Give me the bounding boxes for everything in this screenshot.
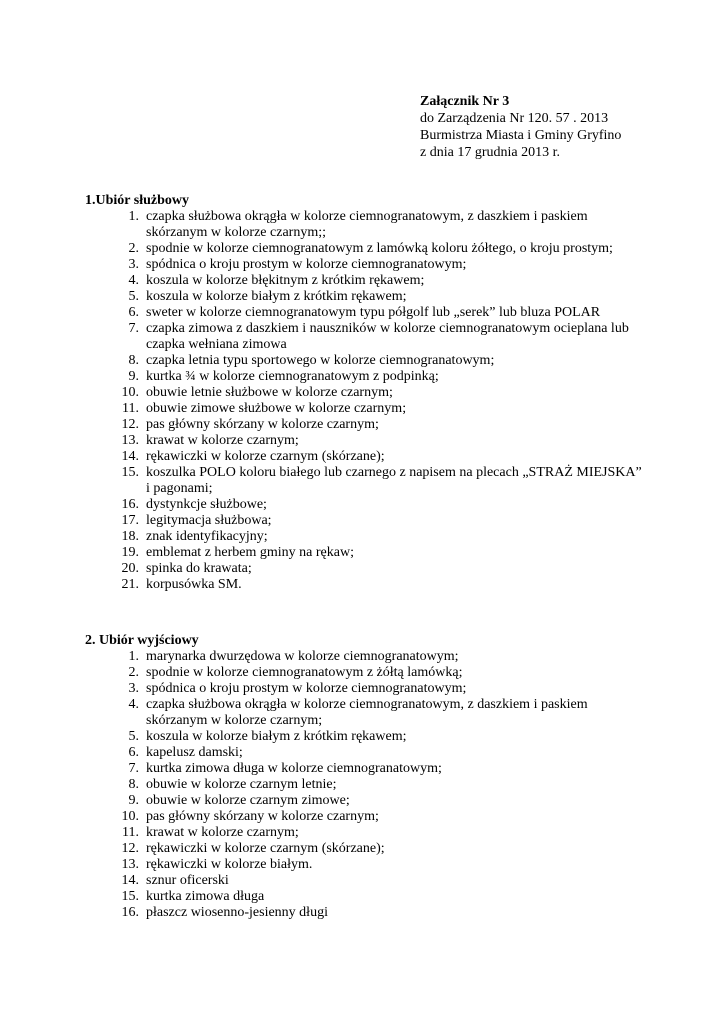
list-item-number: 20. (121, 561, 139, 576)
list-item (85, 545, 645, 561)
list-item (85, 857, 645, 873)
list-item-number: 8. (128, 353, 139, 368)
list-item (85, 465, 645, 497)
list-item-number: 5. (128, 289, 139, 304)
list-item-number: 1. (128, 209, 139, 224)
list-item-text: obuwie zimowe służbowe w kolorze czarnym; (146, 401, 407, 416)
list-item-text: spodnie w kolorze ciemnogranatowym z żółtą lamówką; (146, 665, 463, 680)
list-item (85, 529, 645, 545)
list-item-text: spódnica o kroju prostym w kolorze ciemnogranatowym; (146, 681, 467, 696)
list-item (85, 665, 645, 681)
list-item (85, 321, 645, 353)
list-item (85, 561, 645, 577)
list-item (85, 305, 645, 321)
list-item-number: 14. (121, 449, 139, 464)
list-item-number: 9. (128, 369, 139, 384)
list-item-text: obuwie letnie służbowe w kolorze czarnym; (146, 385, 393, 400)
item-list (85, 209, 645, 593)
list-item-number: 10. (121, 809, 139, 824)
list-item-number: 11. (122, 825, 139, 840)
item-list (85, 649, 645, 921)
list-item (85, 385, 645, 401)
list-item (85, 497, 645, 513)
list-item (85, 241, 645, 257)
list-item-text: legitymacja służbowa; (146, 513, 272, 528)
list-item (85, 841, 645, 857)
list-item-text: koszula w kolorze białym z krótkim rękawem; (146, 729, 407, 744)
list-item-text: krawat w kolorze czarnym; (146, 825, 299, 840)
list-item-text: kapelusz damski; (146, 745, 243, 760)
section-heading: 2. Ubiór wyjściowy (85, 633, 199, 648)
list-item (85, 809, 645, 825)
list-item (85, 681, 645, 697)
list-item-text: sweter w kolorze ciemnogranatowym typu półgolf lub „serek” lub bluza POLAR (146, 305, 601, 320)
list-item-number: 13. (121, 433, 139, 448)
list-item-number: 10. (121, 385, 139, 400)
list-item-text: krawat w kolorze czarnym; (146, 433, 299, 448)
list-item-number: 13. (121, 857, 139, 872)
list-item (85, 417, 645, 433)
list-item-number: 4. (128, 273, 139, 288)
list-item (85, 273, 645, 289)
attachment-authority-line: Burmistrza Miasta i Gminy Gryfino (420, 128, 622, 143)
list-item-number: 18. (121, 529, 139, 544)
list-item-text: pas główny skórzany w kolorze czarnym; (146, 809, 379, 824)
list-item (85, 577, 645, 593)
list-item-number: 2. (128, 665, 139, 680)
list-item (85, 793, 645, 809)
list-item-text: czapka służbowa okrągła w kolorze ciemnogranatowym, z daszkiem i paskiem skórzanym w kolorze czarnym; (146, 697, 588, 728)
list-item-number: 17. (121, 513, 139, 528)
list-item-number: 15. (121, 889, 139, 904)
list-item-text: spodnie w kolorze ciemnogranatowym z lamówką koloru żółtego, o kroju prostym; (146, 241, 613, 256)
list-item-text: korpusówka SM. (146, 577, 242, 592)
list-item-number: 6. (128, 305, 139, 320)
list-item (85, 209, 645, 241)
list-item (85, 289, 645, 305)
attachment-date-line: z dnia 17 grudnia 2013 r. (420, 145, 560, 160)
list-item (85, 257, 645, 273)
list-item (85, 369, 645, 385)
list-item-text: czapka zimowa z daszkiem i nauszników w kolorze ciemnogranatowym ocieplana lub czapka wełniana zimowa (146, 321, 629, 352)
list-item-text: dystynkcje służbowe; (146, 497, 267, 512)
list-item-text: kurtka ¾ w kolorze ciemnogranatowym z podpinką; (146, 369, 439, 384)
list-item (85, 729, 645, 745)
list-item-text: koszula w kolorze białym z krótkim rękawem; (146, 289, 407, 304)
list-item-text: rękawiczki w kolorze białym. (146, 857, 313, 872)
list-item-text: pas główny skórzany w kolorze czarnym; (146, 417, 379, 432)
list-item-number: 3. (128, 257, 139, 272)
list-item-text: czapka letnia typu sportowego w kolorze ciemnogranatowym; (146, 353, 495, 368)
list-item-text: marynarka dwurzędowa w kolorze ciemnogranatowym; (146, 649, 459, 664)
list-item-number: 8. (128, 777, 139, 792)
list-item-text: spódnica o kroju prostym w kolorze ciemnogranatowym; (146, 257, 467, 272)
list-item-text: płaszcz wiosenno-jesienny długi (146, 905, 328, 920)
list-item-text: koszulka POLO koloru białego lub czarnego z napisem na plecach „STRAŻ MIEJSKA” i pagonami; (146, 465, 642, 496)
list-item (85, 777, 645, 793)
list-item-number: 14. (121, 873, 139, 888)
section-dress-uniform (85, 632, 645, 921)
list-item-text: rękawiczki w kolorze czarnym (skórzane); (146, 841, 385, 856)
list-item-text: czapka służbowa okrągła w kolorze ciemnogranatowym, z daszkiem i paskiem skórzanym w kolorze czarnym;; (146, 209, 588, 240)
list-item-text: emblemat z herbem gminy na rękaw; (146, 545, 354, 560)
list-item-number: 7. (128, 761, 139, 776)
attachment-header (420, 93, 621, 161)
attachment-ordinance-line: do Zarządzenia Nr 120. 57 . 2013 (420, 111, 609, 126)
list-item (85, 745, 645, 761)
list-item-text: kurtka zimowa długa (146, 889, 265, 904)
list-item-text: sznur oficerski (146, 873, 229, 888)
list-item-text: kurtka zimowa długa w kolorze ciemnogranatowym; (146, 761, 442, 776)
list-item-text: obuwie w kolorze czarnym zimowe; (146, 793, 350, 808)
list-item-text: obuwie w kolorze czarnym letnie; (146, 777, 337, 792)
list-item (85, 825, 645, 841)
list-item-number: 1. (128, 649, 139, 664)
list-item-number: 21. (121, 577, 139, 592)
list-item (85, 401, 645, 417)
list-item (85, 353, 645, 369)
list-item-text: znak identyfikacyjny; (146, 529, 268, 544)
list-item-number: 16. (121, 905, 139, 920)
list-item (85, 761, 645, 777)
list-item-text: koszula w kolorze błękitnym z krótkim rękawem; (146, 273, 425, 288)
list-item (85, 433, 645, 449)
list-item-number: 11. (122, 401, 139, 416)
list-item (85, 649, 645, 665)
list-item (85, 873, 645, 889)
section-heading: 1.Ubiór służbowy (85, 193, 189, 208)
list-item-number: 15. (121, 465, 139, 480)
list-item (85, 513, 645, 529)
list-item (85, 889, 645, 905)
section-service-uniform (85, 192, 645, 593)
list-item-number: 12. (121, 417, 139, 432)
list-item-number: 2. (128, 241, 139, 256)
list-item-number: 5. (128, 729, 139, 744)
list-item-number: 3. (128, 681, 139, 696)
list-item (85, 697, 645, 729)
list-item-text: spinka do krawata; (146, 561, 252, 576)
list-item-number: 9. (128, 793, 139, 808)
list-item (85, 905, 645, 921)
attachment-title: Załącznik Nr 3 (420, 94, 510, 109)
list-item (85, 449, 645, 465)
list-item-number: 4. (128, 697, 139, 712)
list-item-number: 12. (121, 841, 139, 856)
list-item-number: 6. (128, 745, 139, 760)
list-item-number: 7. (128, 321, 139, 336)
list-item-number: 16. (121, 497, 139, 512)
list-item-number: 19. (121, 545, 139, 560)
list-item-text: rękawiczki w kolorze czarnym (skórzane); (146, 449, 385, 464)
